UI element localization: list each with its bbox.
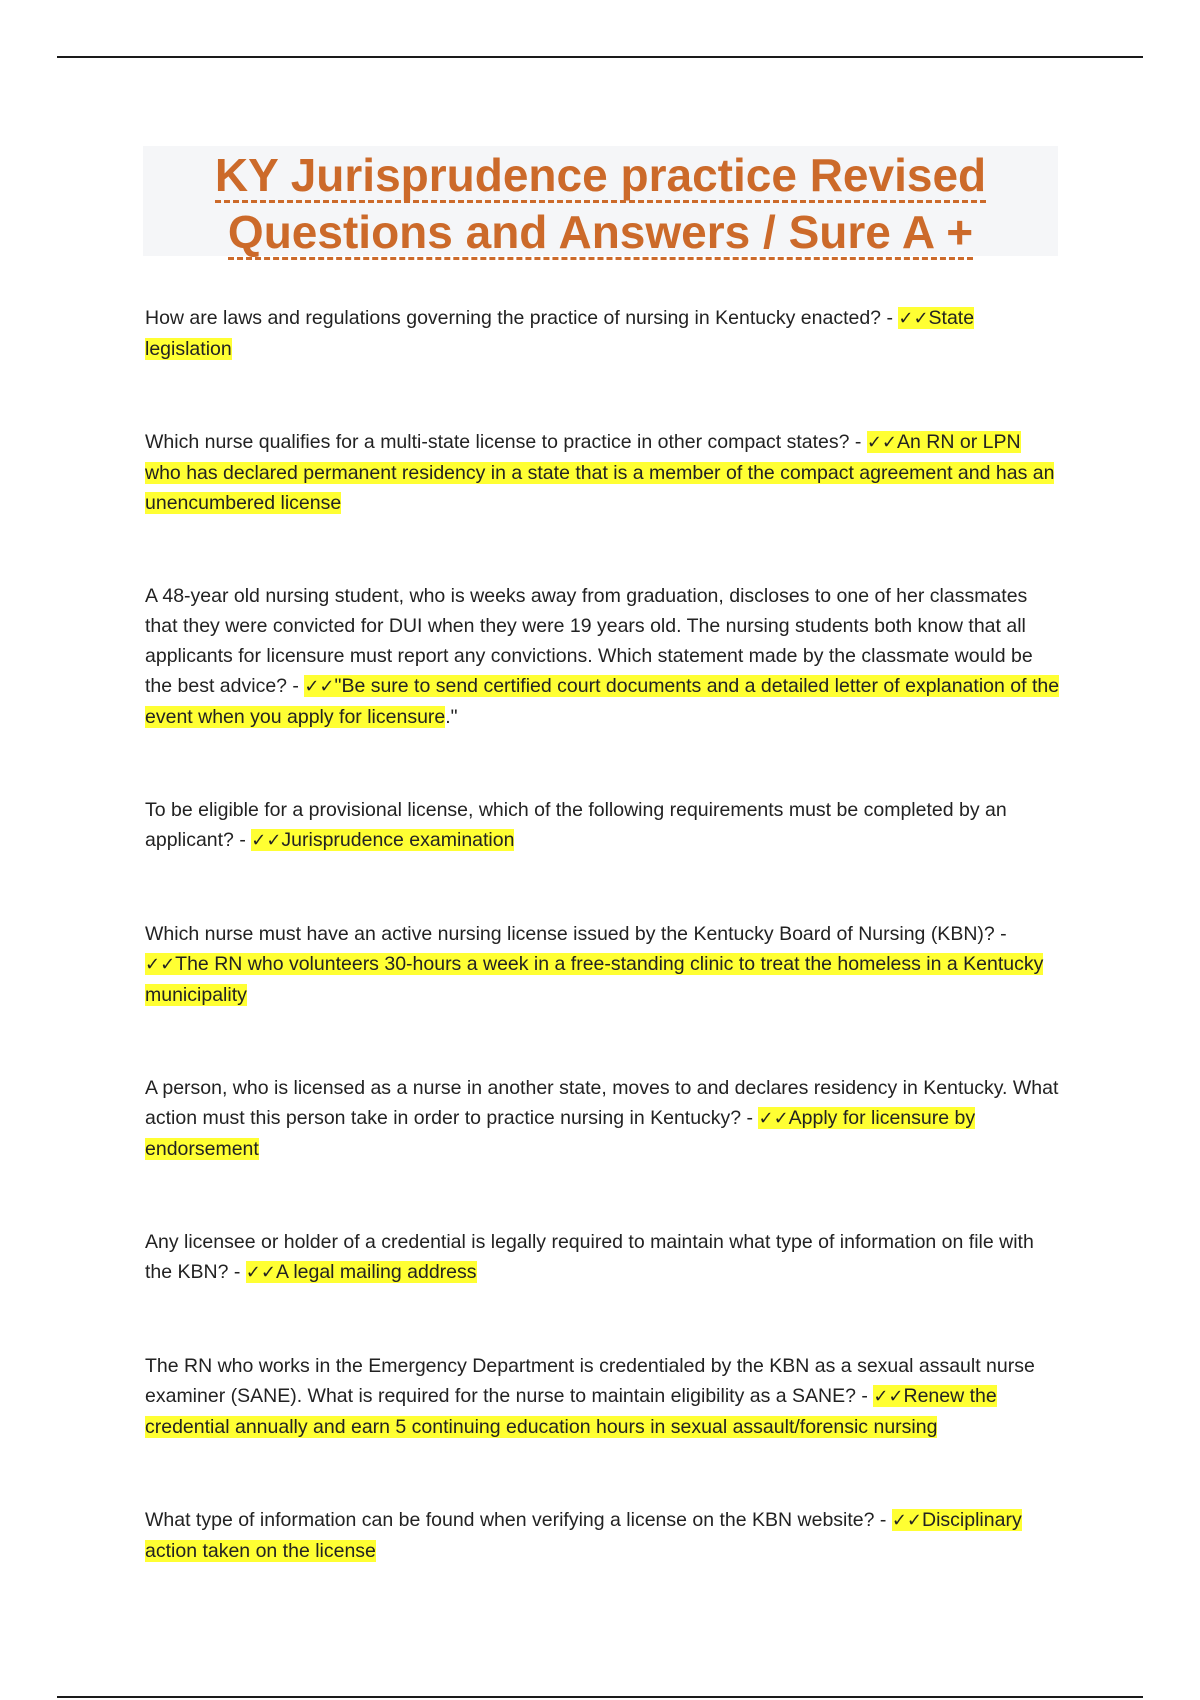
title-line-1: KY Jurisprudence practice Revised [214,149,987,201]
question-text: How are laws and regulations governing the practice of nursing in Kentucky enacted? - [145,307,899,329]
double-check-icon: ✓✓ [251,830,282,851]
bottom-rule [57,1696,1143,1698]
qa-item [145,427,1060,518]
question-text: A person, who is licensed as a nurse in another state, moves to and declares residency in Kentucky. What action must this person take in order to practice nursing in Kentucky? - [145,1077,1059,1129]
question-text: Which nurse must have an active nursing license issued by the Kentucky Board of Nursing (KBN)? - [145,923,1007,945]
answer-text: An RN or LPN who has declared permanent residency in a state that is a member of the compact agreement and has an unencumbered license [145,431,1055,514]
double-check-icon: ✓✓ [145,954,176,975]
question-text: Which nurse qualifies for a multi-state license to practice in other compact states? - [145,431,867,453]
question-text: A 48-year old nursing student, who is weeks away from graduation, discloses to one of her classmates that they were convicted for DUI when they were 19 years old. The nursing students both know that all applicants for licensure must report any convictions. Which statement made by the classmate would be the best advice? - [145,585,1033,697]
qa-item [145,1073,1060,1164]
answer-text: Jurisprudence examination [281,829,515,851]
question-text: To be eligible for a provisional license, which of the following requirements must be completed by an applicant? - [145,799,1007,851]
answer-text: "Be sure to send certified court documents and a detailed letter of explanation of the event when you apply for licensure [145,675,1060,728]
qa-item [145,581,1060,732]
double-check-icon: ✓✓ [866,432,897,453]
double-check-icon: ✓✓ [245,1262,276,1283]
double-check-icon: ✓✓ [758,1108,789,1129]
qa-item [145,1351,1060,1442]
qa-item [145,1227,1060,1288]
answer-text: A legal mailing address [275,1261,477,1283]
answer-text: Renew the credential annually and earn 5 continuing education hours in sexual assault/forensic nursing [145,1385,997,1438]
answer-trailing: ." [445,706,458,728]
double-check-icon: ✓✓ [891,1510,922,1531]
top-rule [57,56,1143,58]
qa-list [145,303,1060,1566]
answer-text: Disciplinary action taken on the license [145,1509,1022,1562]
answer-text: Apply for licensure by endorsement [145,1107,976,1160]
answer-highlight [145,953,1043,1006]
qa-item [145,795,1060,856]
double-check-icon: ✓✓ [304,676,335,697]
question-text: Any licensee or holder of a credential is legally required to maintain what type of information on file with the KBN? - [145,1231,1034,1283]
title-box [143,146,1058,256]
qa-item [145,1505,1060,1566]
qa-item [145,303,1060,364]
answer-text: State legislation [145,307,975,360]
double-check-icon: ✓✓ [898,308,929,329]
question-text: The RN who works in the Emergency Department is credentialed by the KBN as a sexual assault nurse examiner (SANE). What is required for the nurse to maintain eligibility as a SANE? - [145,1355,1035,1407]
answer-highlight [246,1261,477,1283]
double-check-icon: ✓✓ [873,1386,904,1407]
title-line-2: Questions and Answers / Sure A + [227,206,974,258]
question-text: What type of information can be found when verifying a license on the KBN website? - [145,1509,892,1531]
answer-highlight [251,829,514,851]
answer-text: The RN who volunteers 30-hours a week in a free-standing clinic to treat the homeless in a Kentucky municipality [145,953,1044,1006]
qa-item [145,919,1060,1010]
